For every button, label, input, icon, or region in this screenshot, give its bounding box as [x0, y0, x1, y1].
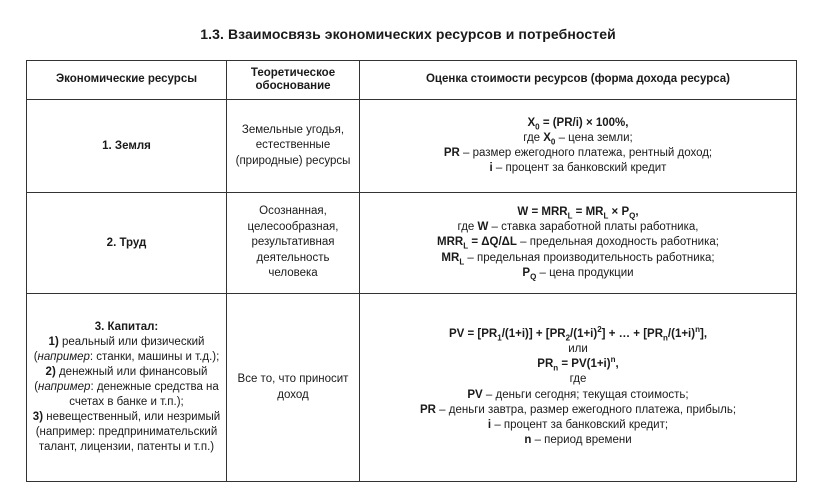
resource-name-labor: 2. Труд — [27, 193, 227, 294]
table-row-land — [27, 100, 797, 193]
capital-def-pr: PR – деньги завтра, размер ежегодного платежа, прибыль; — [419, 403, 737, 416]
theory-capital: Все то, что приносит доход — [227, 294, 360, 482]
land-def-i: i – процент за банковский кредит — [489, 162, 667, 175]
capital-item-real: 1) реальный или физический (например: станки, машины и т.д.); — [33, 336, 220, 364]
header-theory: Теоретическое обоснование — [227, 61, 360, 100]
page-title: 1.3. Взаимосвязь экономических ресурсов и потребностей — [200, 26, 616, 42]
capital-equation-pr: $PR_n = PV(1+i)^n$, — [537, 355, 619, 373]
capital-def-i: i – процент за банковский кредит; — [487, 418, 669, 431]
header-resources: Экономические ресурсы — [27, 61, 227, 100]
header-valuation: Оценка стоимости ресурсов (форма дохода ресурса) — [360, 61, 797, 100]
land-equation: $X_0 = (PR/i) \times 100\%$, — [527, 116, 629, 131]
resource-name-land: 1. Земля — [27, 100, 227, 193]
theory-labor: Осознанная, целесообразная, результативная деятельность человека — [227, 193, 360, 294]
capital-item-intangible: 3) невещественный, или незримый (например: предпринимательский талант, лицензии, патенты и т.п.) — [32, 410, 221, 453]
land-def-pr: PR – размер ежегодного платежа, рентный доход; — [443, 147, 713, 159]
capital-def-pv: PV – деньги сегодня; текущая стоимость; — [467, 388, 689, 401]
capital-def-n: n – период времени — [524, 434, 632, 447]
capital-where: где — [569, 373, 587, 386]
capital-or: или — [568, 342, 588, 355]
theory-land: Земельные угодья, естественные (природные) ресурсы — [227, 100, 360, 193]
labor-def-pq: $P_Q$ – цена продукции — [522, 266, 634, 282]
land-def-price: где $X_0$ – цена земли; — [523, 131, 633, 147]
formula-land — [360, 100, 797, 193]
capital-title: 3. Капитал: — [94, 321, 159, 334]
capital-equation-pv: PV = $[PR_1/(1+i)] + [PR_2/(1+i)^2]$ + … + $[PR_n/(1+i)^n]$, — [448, 324, 708, 343]
formula-capital — [360, 294, 797, 482]
labor-equation: $W = MRR_L = MR_L \times P_Q$, — [517, 206, 639, 221]
table-row-capital — [27, 294, 797, 482]
labor-def-w: где W – ставка заработной платы работника, — [457, 221, 699, 234]
resource-name-capital — [27, 294, 227, 482]
capital-item-money: 2) денежный или финансовый (например: денежные средства на счетах в банке и т.п.); — [34, 366, 219, 408]
formula-labor — [360, 193, 797, 294]
table-header-row — [27, 61, 797, 100]
resources-table — [26, 60, 797, 482]
labor-def-mrr: $MRR_L = \Delta Q/\Delta L$ – предельная доходность работника; — [437, 236, 719, 251]
labor-def-mr: $MR_L$ – предельная производительность работника; — [441, 251, 715, 266]
table-row-labor — [27, 193, 797, 294]
